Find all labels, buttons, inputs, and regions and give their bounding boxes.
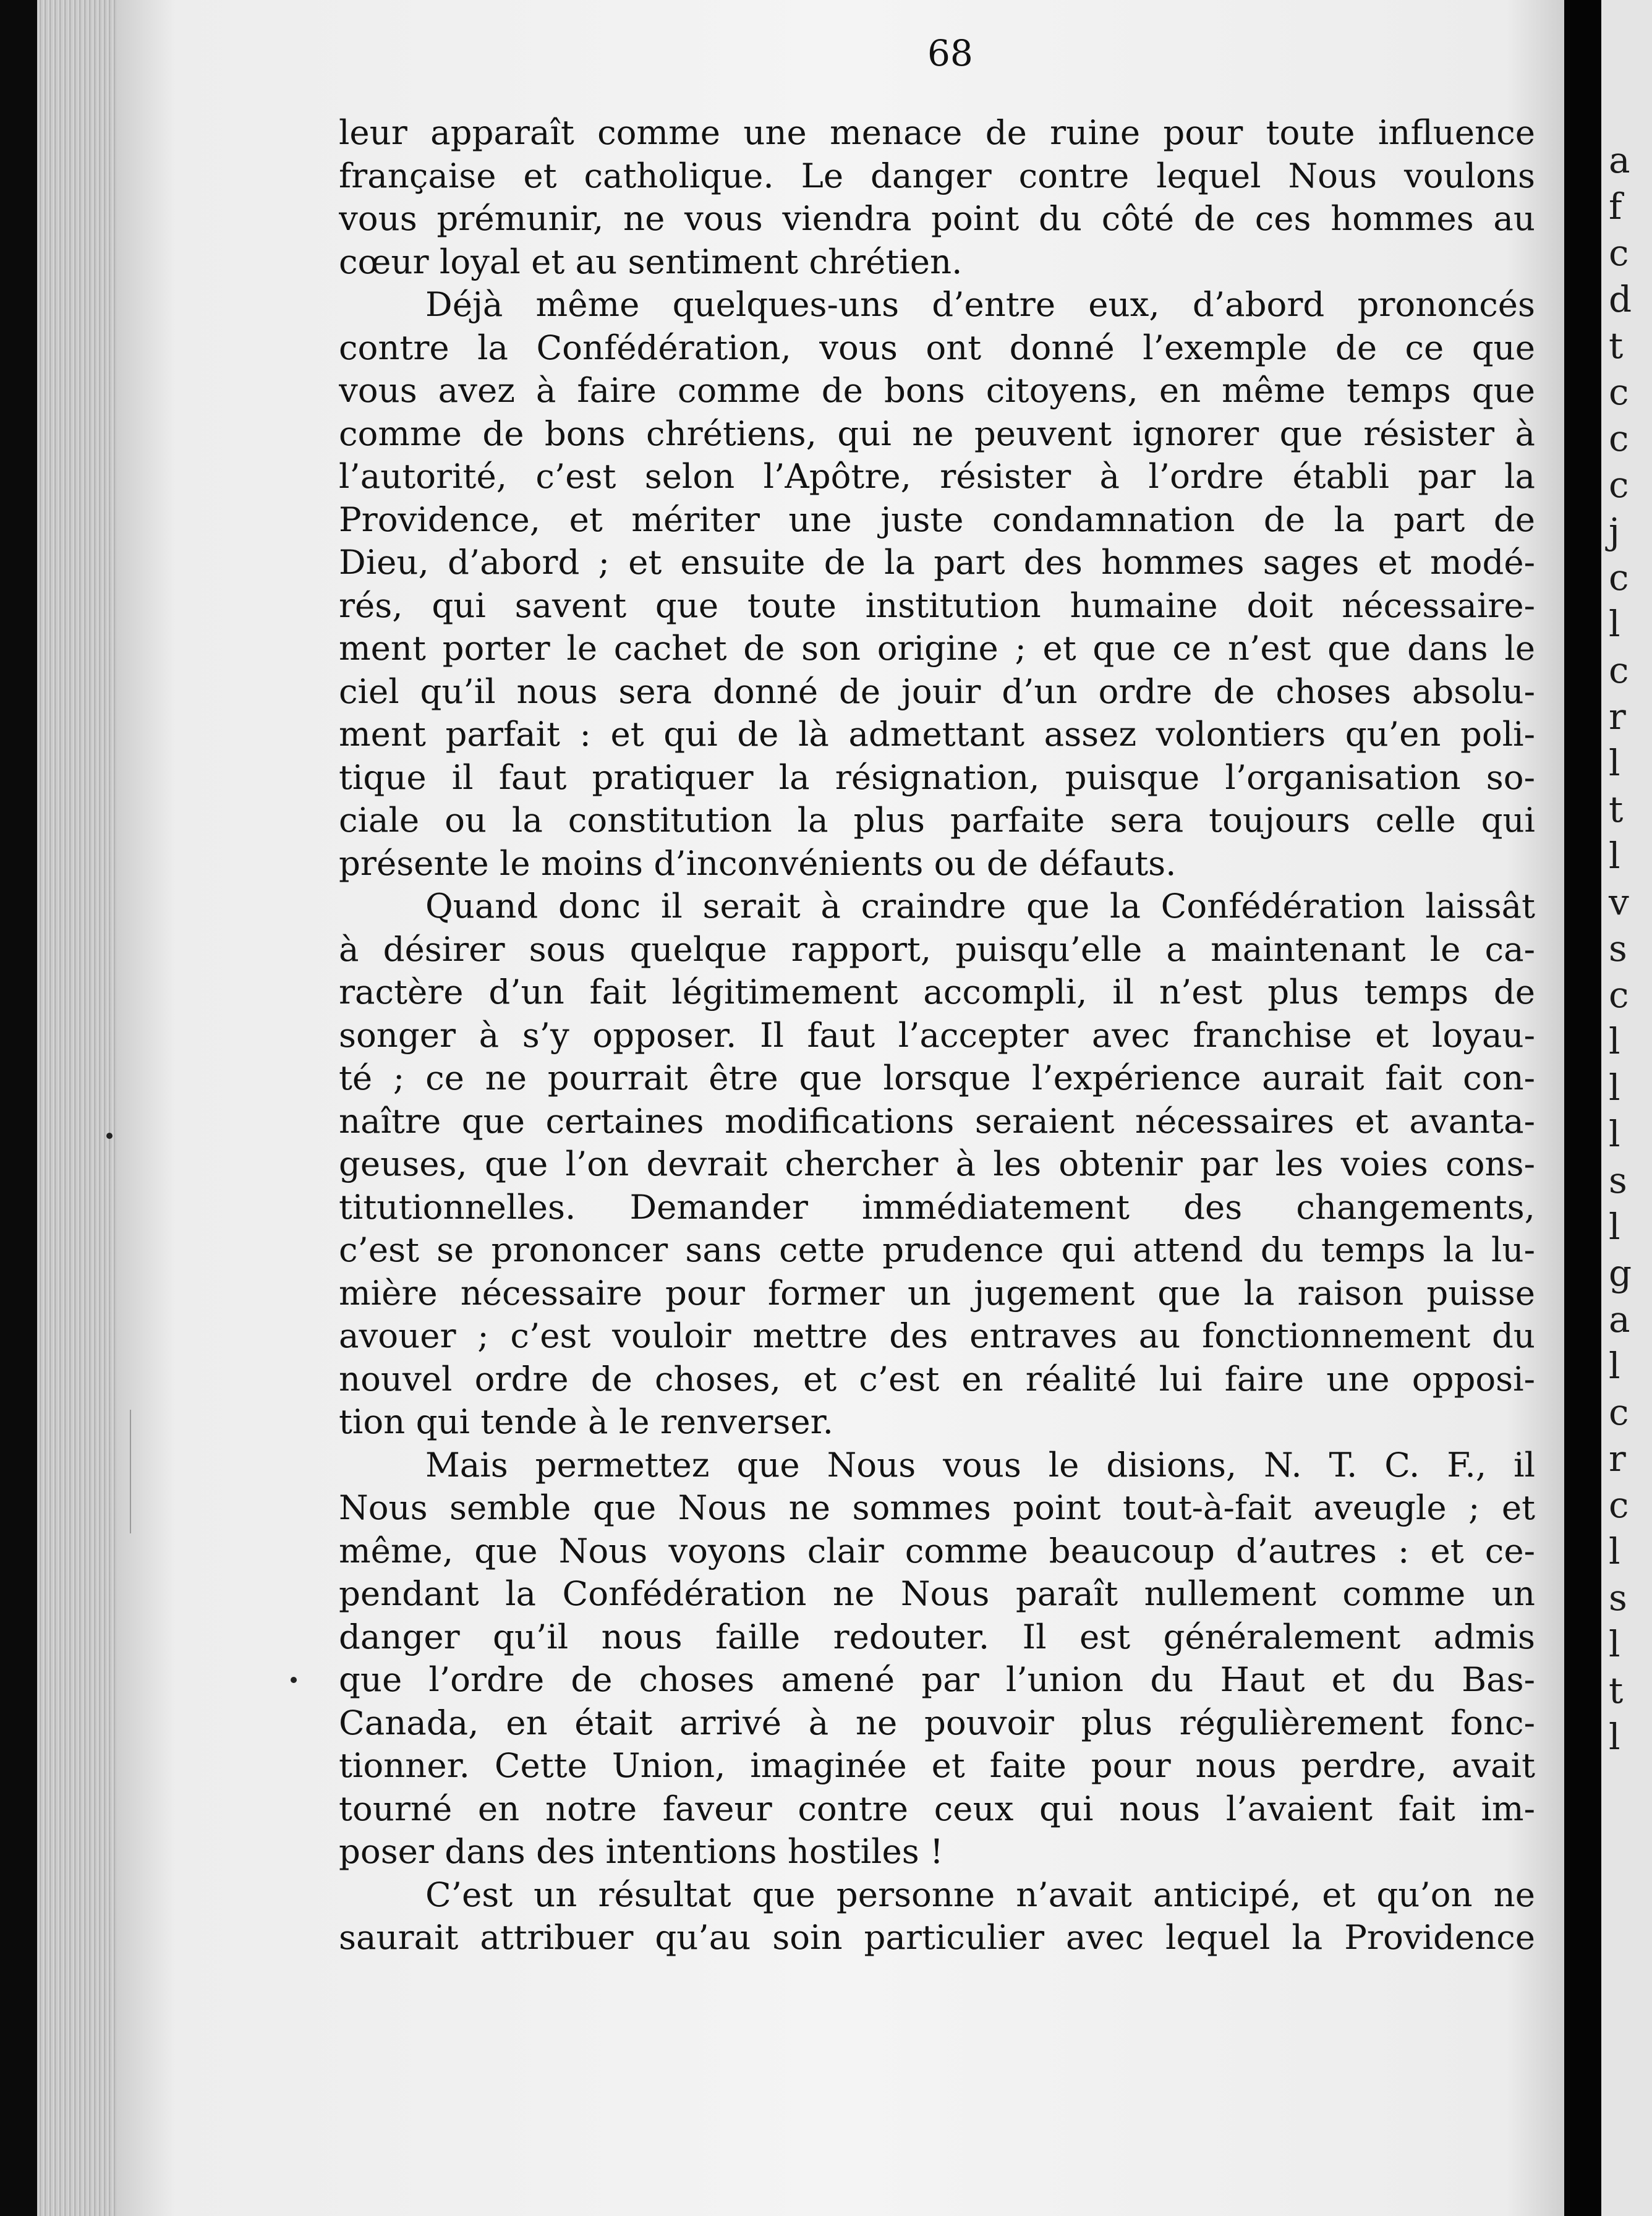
facing-page-letter: l	[1609, 1623, 1620, 1665]
facing-page-letter: t	[1609, 325, 1624, 367]
margin-speck	[106, 1133, 113, 1139]
text-line: même, que Nous voyons clair comme beaucoup d’autres : et ce-	[339, 1530, 1535, 1570]
text-line: mière nécessaire pour former un jugement que la raison puisse	[339, 1272, 1535, 1313]
page-crease	[130, 1410, 131, 1533]
text-line: ractère d’un fait légitimement accompli, il n’est plus temps de	[339, 972, 1535, 1012]
facing-page-letter: l	[1609, 742, 1620, 784]
facing-page-letter: a	[1609, 1298, 1630, 1340]
facing-page-letter: r	[1609, 1438, 1626, 1480]
facing-page-fragment	[1601, 0, 1652, 2216]
facing-page-letter: s	[1609, 1577, 1627, 1619]
text-line: que l’ordre de choses amené par l’union du Haut et du Bas-	[339, 1660, 1535, 1699]
text-line: avouer ; c’est vouloir mettre des entraves au fonctionnement du	[339, 1316, 1535, 1355]
facing-page-letter: s	[1609, 927, 1627, 970]
text-line: tionner. Cette Union, imaginée et faite pour nous perdre, avait	[339, 1745, 1535, 1785]
facing-page-letter: s	[1609, 1159, 1627, 1201]
text-line: naître que certaines modifications seraient nécessaires et avanta-	[339, 1101, 1535, 1141]
text-line: saurait attribuer qu’au soin particulier avec lequel la Providence	[339, 1917, 1535, 1957]
margin-speck	[291, 1677, 297, 1683]
text-line: danger qu’il nous faille redouter. Il est généralement admis	[339, 1616, 1535, 1656]
facing-page-letter: c	[1609, 417, 1629, 459]
text-line: titutionnelles. Demander immédiatement des changements,	[339, 1187, 1535, 1227]
facing-page-letter: l	[1609, 1113, 1620, 1155]
facing-page-letter: l	[1609, 1530, 1620, 1572]
facing-page-letter: t	[1609, 1669, 1624, 1711]
text-line: ciale ou la constitution la plus parfaite sera toujours celle qui	[339, 800, 1535, 840]
facing-page-letter: c	[1609, 649, 1629, 691]
body-text	[339, 111, 1535, 1959]
text-line: française et catholique. Le danger contre lequel Nous voulons	[339, 155, 1535, 195]
text-line: rés, qui savent que toute institution humaine doit nécessaire-	[339, 585, 1535, 625]
facing-page-letter: a	[1609, 139, 1630, 181]
text-line: leur apparaît comme une menace de ruine pour toute influence	[339, 113, 1535, 152]
text-line: présente le moins d’inconvénients ou de défauts.	[339, 843, 1177, 883]
text-line: poser dans des intentions hostiles !	[339, 1831, 943, 1871]
text-line: Dieu, d’abord ; et ensuite de la part des hommes sages et modé-	[339, 542, 1535, 582]
facing-page-letter: g	[1609, 1252, 1632, 1294]
text-line: c’est se prononcer sans cette prudence qui attend du temps la lu-	[339, 1230, 1535, 1269]
text-line: tique il faut pratiquer la résignation, puisque l’organisation so-	[339, 757, 1535, 797]
text-line: Mais permettez que Nous vous le disions, N. T. C. F., il	[425, 1444, 1535, 1485]
text-line: contre la Confédération, vous ont donné l’exemple de ce que	[339, 327, 1535, 367]
facing-page-letter: c	[1609, 464, 1629, 506]
text-line: Nous semble que Nous ne sommes point tout-à-fait aveugle ; et	[339, 1488, 1535, 1527]
text-line: vous avez à faire comme de bons citoyens, en même temps que	[339, 370, 1535, 410]
text-line: vous prémunir, ne vous viendra point du côté de ces hommes au	[339, 198, 1535, 238]
text-line: pendant la Confédération ne Nous paraît nullement comme un	[339, 1574, 1535, 1613]
text-line: Canada, en était arrivé à ne pouvoir plus régulièrement fonc-	[339, 1702, 1535, 1742]
facing-page-letter: c	[1609, 974, 1629, 1016]
facing-page-letter: l	[1609, 1345, 1620, 1387]
text-line: té ; ce ne pourrait être que lorsque l’expérience aurait fait con-	[339, 1058, 1535, 1097]
text-line: songer à s’y opposer. Il faut l’accepter avec franchise et loyau-	[339, 1015, 1535, 1055]
text-line: Quand donc il serait à craindre que la Confédération laissât	[425, 886, 1535, 926]
page-stack-edge	[37, 0, 124, 2216]
facing-page-letter: t	[1609, 788, 1624, 830]
facing-page-letter: f	[1609, 185, 1622, 228]
facing-page-letter: l	[1609, 1716, 1620, 1758]
text-line: cœur loyal et au sentiment chrétien.	[339, 241, 963, 281]
text-line: geuses, que l’on devrait chercher à les obtenir par les voies cons-	[339, 1144, 1535, 1183]
facing-page-letter: c	[1609, 1391, 1629, 1433]
text-line: à désirer sous quelque rapport, puisqu’elle a maintenant le ca-	[339, 929, 1535, 969]
facing-page-letter: j	[1609, 510, 1620, 552]
facing-page-letter: l	[1609, 835, 1620, 877]
facing-page-letter: v	[1609, 881, 1629, 923]
text-line: ciel qu’il nous sera donné de jouir d’un ordre de choses absolu-	[339, 671, 1535, 711]
text-line: l’autorité, c’est selon l’Apôtre, résister à l’ordre établi par la	[339, 456, 1535, 496]
book-gutter	[1564, 0, 1601, 2216]
facing-page-letter: d	[1609, 278, 1632, 320]
facing-page-letter: l	[1609, 603, 1620, 645]
facing-page-letter: l	[1609, 1067, 1620, 1109]
text-line: Déjà même quelques-uns d’entre eux, d’abord prononcés	[425, 284, 1535, 324]
facing-page-letter: l	[1609, 1020, 1620, 1062]
facing-page-letter: c	[1609, 232, 1629, 274]
facing-page-letter: r	[1609, 696, 1626, 738]
text-line: Providence, et mériter une juste condamnation de la part de	[339, 499, 1535, 539]
facing-page-letter: c	[1609, 1484, 1629, 1526]
text-line: nouvel ordre de choses, et c’est en réalité lui faire une opposi-	[339, 1358, 1535, 1399]
text-line: ment porter le cachet de son origine ; et que ce n’est que dans le	[339, 628, 1535, 668]
text-line: comme de bons chrétiens, qui ne peuvent ignorer que résister à	[339, 413, 1535, 453]
text-line: tourné en notre faveur contre ceux qui nous l’avaient fait im-	[339, 1788, 1535, 1828]
text-line: C’est un résultat que personne n’avait anticipé, et qu’on ne	[425, 1874, 1535, 1914]
text-line: ment parfait : et qui de là admettant assez volontiers qu’en poli-	[339, 714, 1535, 754]
facing-page-letter: l	[1609, 1206, 1620, 1248]
facing-page-letter: c	[1609, 556, 1629, 599]
facing-page-letter: c	[1609, 371, 1629, 413]
page-number: 68	[927, 32, 973, 74]
text-line: tion qui tende à le renverser.	[339, 1402, 833, 1441]
